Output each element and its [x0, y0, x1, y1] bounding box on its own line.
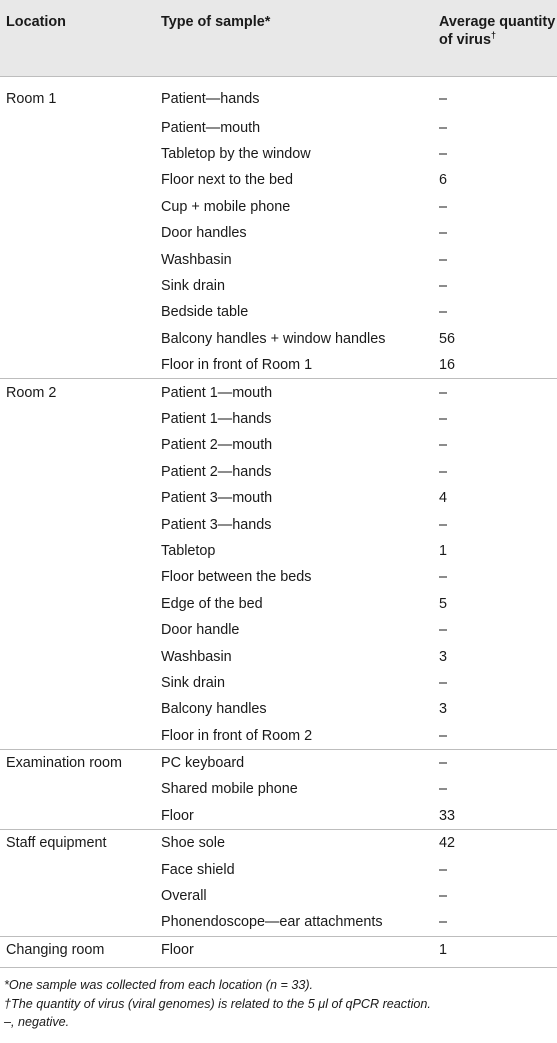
cell-location — [0, 220, 161, 246]
cell-location — [0, 909, 161, 936]
cell-type: Floor — [161, 807, 194, 824]
cell-location — [0, 591, 161, 617]
cell-location — [0, 883, 161, 909]
table-row — [0, 670, 557, 696]
table-row — [0, 909, 557, 936]
cell-type: Patient 2—mouth — [161, 437, 273, 454]
table-row — [0, 406, 557, 432]
cell-type: Shoe sole — [161, 830, 439, 857]
table-row — [0, 936, 557, 963]
cell-type: Sink drain — [161, 278, 225, 295]
cell-location — [0, 299, 161, 325]
cell-quantity: – — [439, 914, 448, 931]
cell-location — [0, 722, 161, 749]
cell-quantity: – — [439, 225, 448, 242]
cell-type: Patient 1—hands — [161, 410, 272, 427]
header-location-text: Location — [6, 14, 66, 30]
cell-location — [0, 167, 161, 193]
cell-quantity: – — [439, 198, 448, 215]
cell-quantity: 1 — [439, 542, 448, 559]
table-row — [0, 485, 557, 511]
cell-type: Sink drain — [161, 674, 225, 691]
cell-location — [0, 856, 161, 882]
cell-location — [0, 273, 161, 299]
cell-location — [0, 670, 161, 696]
cell-type: PC keyboard — [161, 749, 439, 776]
cell-type: Edge of the bed — [161, 595, 263, 612]
cell-quantity: – — [439, 278, 448, 295]
cell-quantity: – — [439, 727, 448, 744]
cell-location — [0, 696, 161, 722]
cell-quantity: – — [439, 569, 448, 586]
cell-quantity: 33 — [439, 807, 456, 824]
footnotes — [4, 976, 554, 1032]
table-row — [0, 856, 557, 882]
cell-location — [0, 246, 161, 272]
table-row — [0, 538, 557, 564]
table-row — [0, 803, 557, 830]
table-row — [0, 591, 557, 617]
cell-type: Floor between the beds — [161, 569, 312, 586]
table-row — [0, 617, 557, 643]
cell-quantity: – — [439, 90, 448, 107]
header-quantity — [439, 0, 557, 76]
cell-location: Changing room — [0, 936, 161, 963]
cell-location — [0, 538, 161, 564]
cell-location — [0, 432, 161, 458]
table-row — [0, 273, 557, 299]
cell-location — [0, 194, 161, 220]
cell-type: Phonendoscope—ear attachments — [161, 914, 383, 931]
cell-quantity: 56 — [439, 330, 456, 347]
table-row — [0, 432, 557, 458]
cell-quantity: 6 — [439, 172, 448, 189]
cell-quantity: – — [439, 379, 557, 406]
cell-location — [0, 141, 161, 167]
cell-location — [0, 803, 161, 830]
table-body — [0, 76, 557, 963]
cell-quantity: – — [439, 410, 448, 427]
cell-type: Cup + mobile phone — [161, 198, 291, 215]
table-row — [0, 776, 557, 802]
table-row — [0, 459, 557, 485]
footnote-1: *One sample was collected from each location (n = 33). — [4, 978, 314, 992]
table-row — [0, 299, 557, 325]
cell-location — [0, 485, 161, 511]
cell-quantity: 3 — [439, 648, 448, 665]
cell-type: Patient—hands — [161, 90, 260, 107]
cell-type: Floor next to the bed — [161, 172, 293, 189]
cell-type: Patient 3—mouth — [161, 490, 273, 507]
cell-quantity: 42 — [439, 830, 557, 857]
cell-quantity: – — [439, 516, 448, 533]
cell-type: Floor in front of Room 1 — [161, 357, 313, 374]
header-location — [0, 0, 161, 76]
table-row — [0, 830, 557, 857]
cell-quantity: – — [439, 146, 448, 163]
cell-location — [0, 352, 161, 379]
cell-quantity: – — [439, 749, 557, 776]
cell-quantity: 4 — [439, 490, 448, 507]
table-row — [0, 167, 557, 193]
cell-quantity: 16 — [439, 357, 456, 374]
cell-type: Door handles — [161, 225, 247, 242]
cell-quantity: – — [439, 463, 448, 480]
cell-quantity: – — [439, 781, 448, 798]
cell-type: Shared mobile phone — [161, 781, 298, 798]
table-row — [0, 696, 557, 722]
cell-location — [0, 326, 161, 352]
cell-quantity: 3 — [439, 701, 448, 718]
cell-location: Staff equipment — [0, 830, 161, 857]
table-bottom-rule — [0, 967, 557, 968]
cell-type: Floor — [161, 936, 439, 963]
cell-type: Patient—mouth — [161, 119, 261, 136]
table-row — [0, 883, 557, 909]
cell-type: Tabletop by the window — [161, 146, 311, 163]
cell-location — [0, 406, 161, 432]
table-row — [0, 722, 557, 749]
table-row — [0, 115, 557, 141]
cell-location — [0, 643, 161, 669]
cell-location — [0, 115, 161, 141]
cell-type: Patient 1—mouth — [161, 379, 439, 406]
table-row — [0, 352, 557, 379]
cell-type: Washbasin — [161, 648, 232, 665]
footnote-2: †The quantity of virus (viral genomes) is related to the 5 μl of qPCR reaction. — [4, 996, 431, 1011]
table-row — [0, 220, 557, 246]
cell-quantity: – — [439, 437, 448, 454]
cell-quantity: – — [439, 119, 448, 136]
cell-location — [0, 511, 161, 537]
cell-quantity: 1 — [439, 936, 557, 963]
table-row — [0, 141, 557, 167]
cell-type: Bedside table — [161, 304, 249, 321]
cell-type: Overall — [161, 888, 207, 905]
cell-location — [0, 776, 161, 802]
cell-type: Tabletop — [161, 542, 216, 559]
table-row — [0, 379, 557, 406]
cell-location: Room 2 — [0, 379, 161, 406]
table-header-row — [0, 0, 557, 76]
table-row — [0, 564, 557, 590]
cell-quantity: – — [439, 674, 448, 691]
table-row — [0, 326, 557, 352]
cell-type: Balcony handles — [161, 701, 267, 718]
table-row — [0, 749, 557, 776]
header-type-text: Type of sample* — [161, 14, 271, 30]
cell-type: Floor in front of Room 2 — [161, 727, 313, 744]
cell-location — [0, 564, 161, 590]
header-quantity-text: Average quantity of virus — [439, 14, 556, 48]
cell-type: Door handle — [161, 622, 240, 639]
header-type — [161, 0, 439, 76]
cell-location — [0, 617, 161, 643]
cell-quantity: – — [439, 304, 448, 321]
table-row — [0, 194, 557, 220]
cell-type: Patient 3—hands — [161, 516, 272, 533]
cell-location — [0, 459, 161, 485]
cell-quantity: – — [439, 888, 448, 905]
footnote-3: –, negative. — [4, 1015, 70, 1029]
cell-quantity: – — [439, 251, 448, 268]
cell-location: Examination room — [0, 749, 161, 776]
cell-quantity: 5 — [439, 595, 448, 612]
cell-type: Balcony handles + window handles — [161, 330, 386, 347]
cell-type: Face shield — [161, 861, 235, 878]
cell-type: Washbasin — [161, 251, 232, 268]
table-row — [0, 511, 557, 537]
cell-type: Patient 2—hands — [161, 463, 272, 480]
header-quantity-mark: † — [490, 30, 496, 41]
table-row — [0, 246, 557, 272]
cell-quantity: – — [439, 622, 448, 639]
table-row — [0, 76, 557, 115]
table-row — [0, 643, 557, 669]
cell-location: Room 1 — [6, 90, 57, 107]
cell-quantity: – — [439, 861, 448, 878]
